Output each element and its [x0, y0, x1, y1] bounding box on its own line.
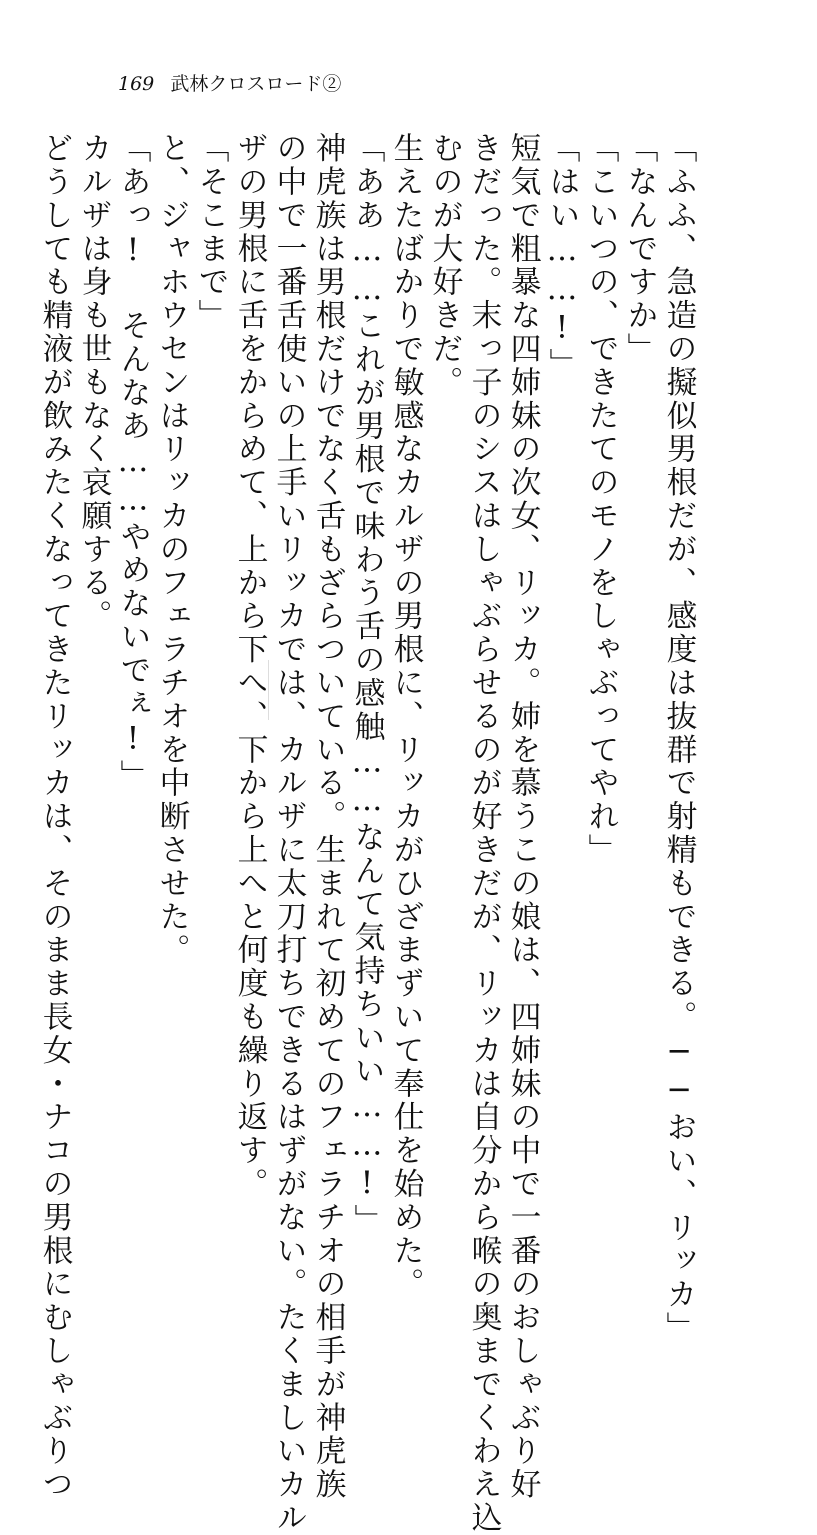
page-crease [268, 660, 269, 720]
page-number: 169 [118, 73, 155, 95]
text-column-5: 短気で粗暴な四姉妹の次女、リッカ。姉を慕うこの娘は、四姉妹の中で一番のおしゃぶり好 [505, 132, 541, 1502]
text-column-13: 「そこまで」 [193, 132, 229, 333]
book-title: 武林クロスロード② [170, 73, 342, 95]
text-column-1: 「ふふ、急造の擬似男根だが、感度は抜群で射精もできる。──おい、リッカ」 [661, 132, 697, 1345]
text-column-17: どうしても精液が飲みたくなってきたリッカは、そのまま長女・ナコの男根にむしゃぶりつ [37, 132, 73, 1502]
text-column-14: と、ジャホウセンはリッカのフェラチオを中断させた。 [154, 132, 190, 967]
text-column-12: ザの男根に舌をからめて、上から下へ、下から上へと何度も繰り返す。 [232, 132, 268, 1201]
text-column-6: きだった。末っ子のシスはしゃぶらせるのが好きだが、リッカは自分から喉の奥までくわえ込 [466, 132, 502, 1535]
text-column-16: カルザは身も世もなく哀願する。 [76, 132, 112, 633]
text-column-3: 「こいつの、できたてのモノをしゃぶってやれ」 [583, 132, 619, 867]
text-column-7: むのが大好きだ。 [427, 132, 463, 400]
vertical-text-body [0, 132, 817, 1535]
text-column-8: 生えたばかりで敏感なカルザの男根に、リッカがひざまずいて奉仕を始めた。 [388, 132, 424, 1301]
page-header [118, 72, 341, 96]
text-column-15: 「あっ! そんなあ……やめないでぇ!」 [115, 132, 151, 793]
text-column-2: 「なんですか」 [622, 132, 658, 366]
text-column-11: の中で一番舌使いの上手いリッカでは、カルザに太刀打ちできるはずがない。たくましいカル [271, 132, 307, 1535]
text-column-9: 「ああ……これが男根で味わう舌の感触……なんて気持ちいい……!」 [349, 132, 385, 1238]
text-column-10: 神虎族は男根だけでなく舌もざらついている。生まれて初めてのフェラチオの相手が神虎族 [310, 132, 346, 1502]
text-column-4: 「はい……!」 [544, 132, 580, 382]
